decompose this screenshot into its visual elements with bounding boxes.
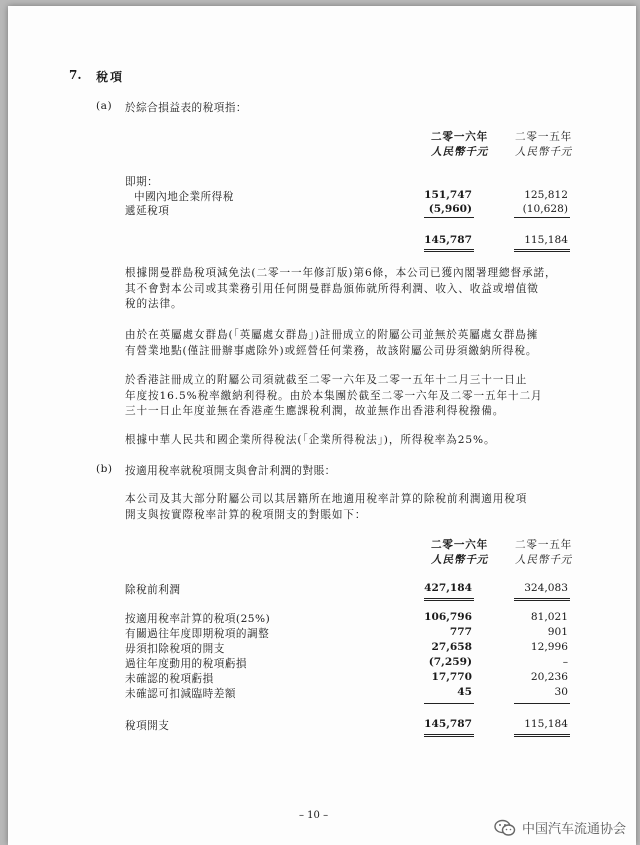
watermark-text: 中国汽车流通协会 — [521, 822, 626, 837]
b-row-value-2015: 12,996 — [530, 641, 568, 653]
b-row-value-2015: 901 — [547, 626, 568, 638]
b-rule-2016 — [424, 703, 474, 704]
b-rule-2015 — [514, 703, 570, 704]
a-double-rule-2015 — [514, 251, 570, 252]
part-b-intro: 本公司及其大部分附屬公司以其居籍所在地適用稅率計算的除稅前利潤適用稅項 開支與按實際稅率計算的稅項開支的對賬如下： — [125, 493, 528, 521]
b-pbt-2015: 324,083 — [524, 582, 568, 594]
b-col2-unit: 人民幣千元 — [515, 554, 572, 566]
a-row-value-2016: 151,747 — [424, 189, 472, 201]
b-row-value-2015: 30 — [554, 686, 568, 698]
b-row-value-2016: 45 — [457, 686, 472, 698]
b-pbt-rule-2016 — [424, 600, 474, 601]
a-double-rule-2016 — [424, 249, 474, 250]
b-total-2015: 115,184 — [524, 718, 568, 730]
section-number: 7. — [69, 68, 82, 82]
a-col2-unit: 人民幣千元 — [515, 146, 572, 158]
b-row-value-2015: 81,021 — [530, 611, 568, 623]
b-double-rule-2015 — [514, 736, 570, 737]
a-total-2015: 115,184 — [524, 234, 568, 246]
a-col2-year: 二零一五年 — [515, 131, 572, 143]
paragraph-bvi: 由於在英屬處女群島(「英屬處女群島」)註冊成立的附屬公司並無於英屬處女群島擁 有營業地點(僅註冊辦事處除外)或經營任何業務，故該附屬公司毋須繳納所得稅。 — [125, 329, 539, 357]
page-number: – 10 – — [299, 810, 329, 821]
b-total-2016: 145,787 — [424, 718, 472, 730]
a-rule-2015 — [514, 217, 570, 218]
b-row-label: 過往年度動用的稅項虧損 — [125, 658, 248, 670]
document-page — [8, 6, 636, 845]
part-a-heading: 於綜合損益表的稅項指： — [125, 102, 248, 114]
a-row-value-2016: (5,960) — [428, 203, 472, 215]
b-row-value-2016: 106,796 — [424, 611, 472, 623]
a-double-rule-2015 — [514, 249, 570, 250]
section-title: 稅項 — [96, 70, 125, 84]
b-row-label: 按適用稅率計算的稅項(25%) — [125, 613, 271, 625]
b-total-label: 稅項開支 — [125, 720, 170, 732]
a-row-label: 遞延稅項 — [125, 205, 170, 217]
paragraph-prc: 根據中華人民共和國企業所得稅法(「企業所得稅法」)，所得稅率為25%。 — [125, 434, 496, 446]
a-col1-year: 二零一六年 — [431, 131, 488, 143]
b-pbt-rule-2016 — [424, 598, 474, 599]
b-pbt-rule-2015 — [514, 600, 570, 601]
a-double-rule-2016 — [424, 251, 474, 252]
b-col1-unit: 人民幣千元 — [431, 554, 488, 566]
b-row-label: 有關過往年度即期稅項的調整 — [125, 628, 270, 640]
a-row-value-2015: (10,628) — [522, 203, 568, 215]
b-pbt-rule-2015 — [514, 598, 570, 599]
b-row-label: 未確認可扣減臨時差額 — [125, 688, 236, 700]
wechat-icon — [494, 819, 516, 837]
a-row-label: 中國內地企業所得稅 — [134, 191, 234, 203]
b-pbt-2016: 427,184 — [424, 582, 472, 594]
a-group-label: 即期： — [125, 176, 159, 188]
a-total-2016: 145,787 — [424, 234, 472, 246]
b-row-value-2015: 20,236 — [530, 671, 568, 683]
a-rule-2016 — [424, 217, 474, 218]
a-row-value-2015: 125,812 — [524, 189, 568, 201]
part-b-heading: 按適用稅率就稅項開支與會計利潤的對賬： — [125, 465, 336, 477]
paragraph-hong-kong: 於香港註冊成立的附屬公司須就截至二零一六年及二零一五年十二月三十一日止 年度按16.5%稅率繳納利得稅。由於本集團於截至二零一六年及二零一五年十二月 三十一日止年度並無在香港產生應課稅利潤，故並無作出香港利得稅撥備。 — [125, 374, 543, 417]
b-double-rule-2016 — [424, 734, 474, 735]
b-pbt-label: 除稅前利潤 — [125, 584, 181, 596]
b-row-value-2016: (7,259) — [428, 656, 472, 668]
watermark — [494, 818, 626, 837]
b-row-value-2016: 17,770 — [431, 671, 472, 683]
paragraph-cayman: 根據開曼群島稅項減免法(二零一一年修訂版)第6條，本公司已獲內閣署理總督承諾， 其不會對本公司或其業務引用任何開曼群島頒佈就所得利潤、收入、收益或增值徵 稅的法律。 — [125, 267, 557, 310]
part-b-label: (b) — [96, 463, 113, 475]
b-double-rule-2016 — [424, 736, 474, 737]
b-row-value-2016: 27,658 — [431, 641, 472, 653]
part-a-label: (a) — [96, 100, 113, 112]
b-row-label: 未確認的稅項虧損 — [125, 673, 214, 685]
b-col2-year: 二零一五年 — [515, 539, 572, 551]
a-col1-unit: 人民幣千元 — [431, 146, 488, 158]
b-col1-year: 二零一六年 — [431, 539, 488, 551]
b-row-value-2016: 777 — [449, 626, 472, 638]
b-row-label: 毋須扣除稅項的開支 — [125, 643, 225, 655]
b-double-rule-2015 — [514, 734, 570, 735]
b-row-value-2015: – — [562, 656, 568, 668]
